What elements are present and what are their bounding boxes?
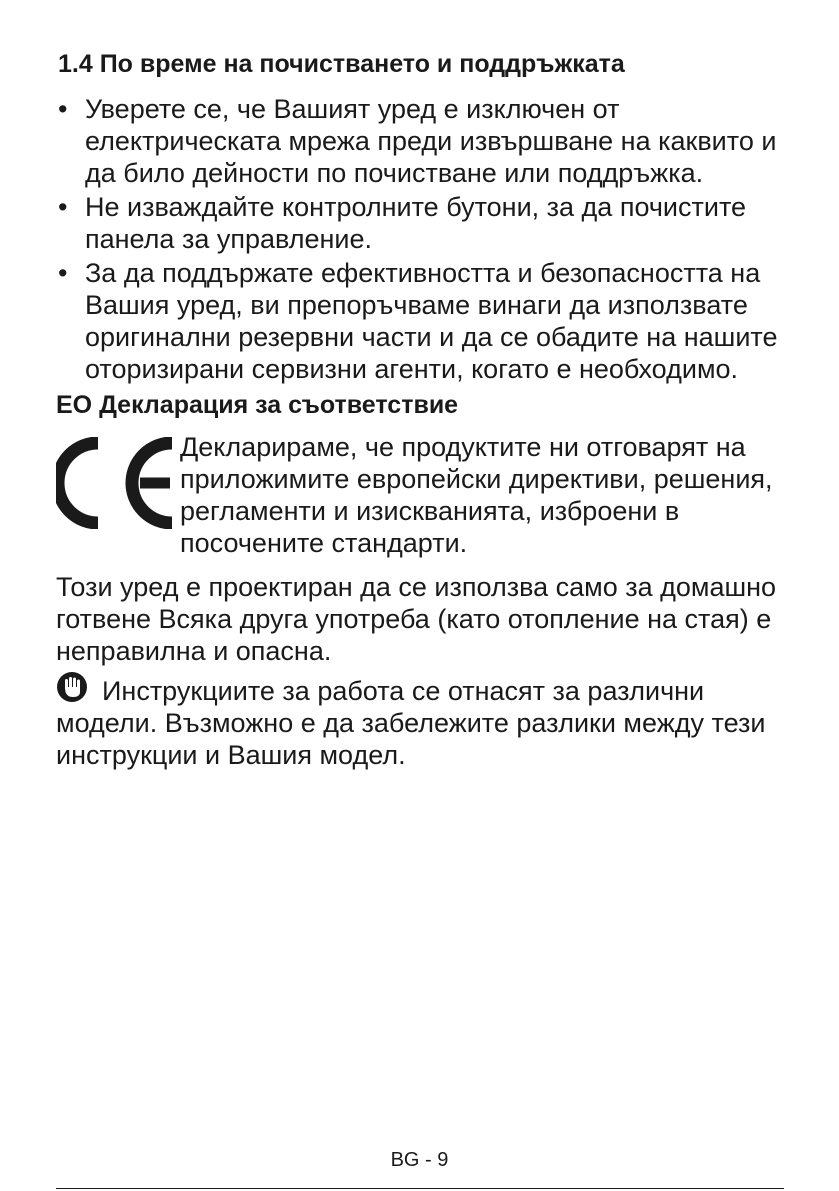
list-item — [56, 93, 786, 189]
bullet-text: Уверете се, че Вашият уред е изключен от електрическата мрежа преди извършване на каквито и да било дейности по почистване или поддръжка. — [85, 94, 777, 188]
footer-divider — [56, 1188, 784, 1189]
bullet-symbol: • — [58, 94, 68, 124]
declaration-heading: ЕО Декларация за съответствие — [56, 391, 459, 419]
usage-note: Този уред е проектиран да се използва само за домашно готвене Всяка друга употреба (като отопление на стая) е неправилна и опасна. — [56, 572, 777, 666]
hand-stop-icon — [56, 671, 88, 703]
ce-declaration-block — [56, 431, 786, 559]
bullet-symbol: • — [58, 192, 68, 222]
page-number: BG - 9 — [390, 1149, 449, 1171]
document-page — [56, 48, 786, 775]
ce-mark-icon — [56, 437, 180, 529]
bullet-text: Не изваждайте контролните бутони, за да почистите панела за управление. — [85, 192, 747, 254]
declaration-text: Декларираме, че продуктите ни отговарят на приложимите европейски директиви, решения, регламенти и изискванията, изброени в посочените стандарти. — [180, 432, 773, 558]
safety-bullet-list — [56, 93, 786, 385]
list-item — [56, 257, 786, 385]
instructions-note-text: Инструкциите за работа се отнасят за различни модели. Възможно е да забележите разлики между тези инструкции и Вашия модел. — [56, 676, 766, 770]
section-heading: 1.4 По време на почистването и поддръжката — [58, 50, 625, 78]
bullet-text: За да поддържате ефективността и безопасността на Вашия уред, ви препоръчваме винаги да използвате оригинални резервни части и да се обадите на нашите оторизирани сервизни агенти, когато е необходимо. — [85, 258, 778, 384]
instructions-note — [56, 671, 786, 771]
bullet-symbol: • — [58, 258, 68, 288]
list-item — [56, 191, 786, 255]
